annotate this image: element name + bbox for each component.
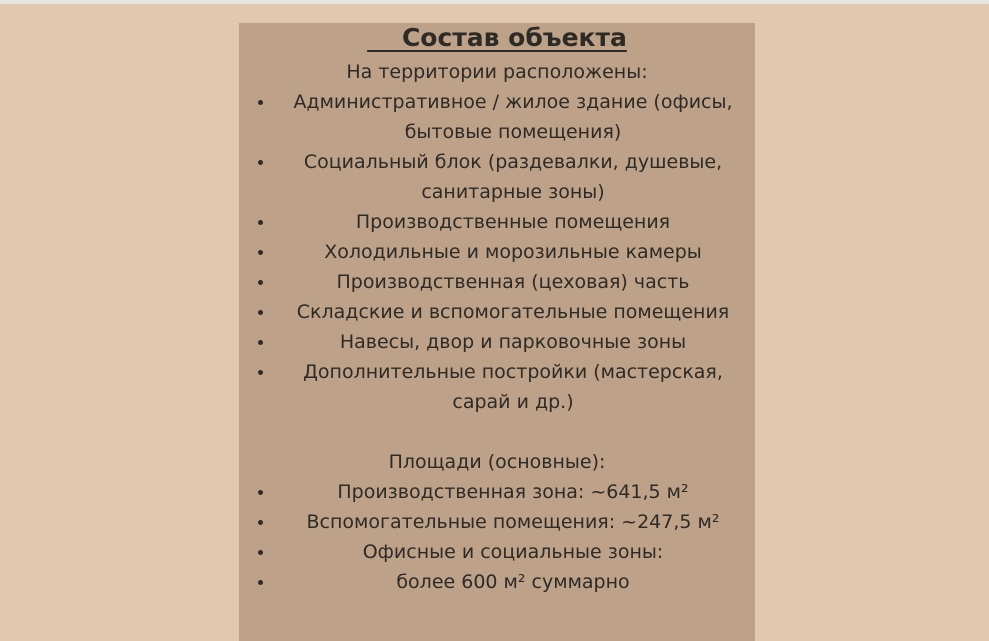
areas-heading: Площади (основные): <box>388 451 606 473</box>
list-item <box>239 207 755 237</box>
bullet-icon <box>258 310 263 315</box>
bullet-icon <box>258 550 263 555</box>
bullet-icon <box>258 340 263 345</box>
list-item <box>239 267 755 297</box>
bullet-icon <box>258 280 263 285</box>
bullet-icon <box>258 490 263 495</box>
content-body <box>239 57 755 597</box>
list-item-text: более 600 м² суммарно <box>396 571 630 593</box>
list-item <box>239 147 755 207</box>
bullet-icon <box>258 250 263 255</box>
content-panel <box>239 23 755 641</box>
list-item <box>239 537 755 567</box>
list-item-text: Вспомогательные помещения: ~247,5 м² <box>306 511 720 533</box>
buildings-list <box>239 87 755 417</box>
title-text: Состав объекта <box>367 23 627 52</box>
list-item-text: Производственная (цеховая) часть <box>336 271 690 293</box>
list-item-text: Офисные и социальные зоны: <box>362 541 664 563</box>
bullet-icon <box>258 160 263 165</box>
list-item-text: Дополнительные постройки (мастерская, сарай и др.) <box>303 361 723 413</box>
list-item-text: Социальный блок (раздевалки, душевые, санитарные зоны) <box>303 151 723 203</box>
list-item-text: Складские и вспомогательные помещения <box>296 301 730 323</box>
page-title <box>239 23 755 53</box>
bullet-icon <box>258 220 263 225</box>
list-item <box>239 237 755 267</box>
list-item-text: Навесы, двор и парковочные зоны <box>339 331 687 353</box>
bullet-icon <box>258 520 263 525</box>
areas-list <box>239 477 755 597</box>
list-item-text: Производственная зона: ~641,5 м² <box>337 481 689 503</box>
spacer <box>239 417 755 447</box>
list-item <box>239 297 755 327</box>
bullet-icon <box>258 580 263 585</box>
top-bar <box>0 0 989 4</box>
list-item <box>239 477 755 507</box>
list-item <box>239 357 755 417</box>
list-item <box>239 327 755 357</box>
list-item <box>239 507 755 537</box>
bullet-icon <box>258 370 263 375</box>
intro-text: На территории расположены: <box>346 61 648 83</box>
list-item-text: Холодильные и морозильные камеры <box>324 241 702 263</box>
list-item <box>239 87 755 147</box>
bullet-icon <box>258 100 263 105</box>
list-item-text: Административное / жилое здание (офисы, бытовые помещения) <box>293 91 733 143</box>
list-item <box>239 567 755 597</box>
list-item-text: Производственные помещения <box>355 211 671 233</box>
